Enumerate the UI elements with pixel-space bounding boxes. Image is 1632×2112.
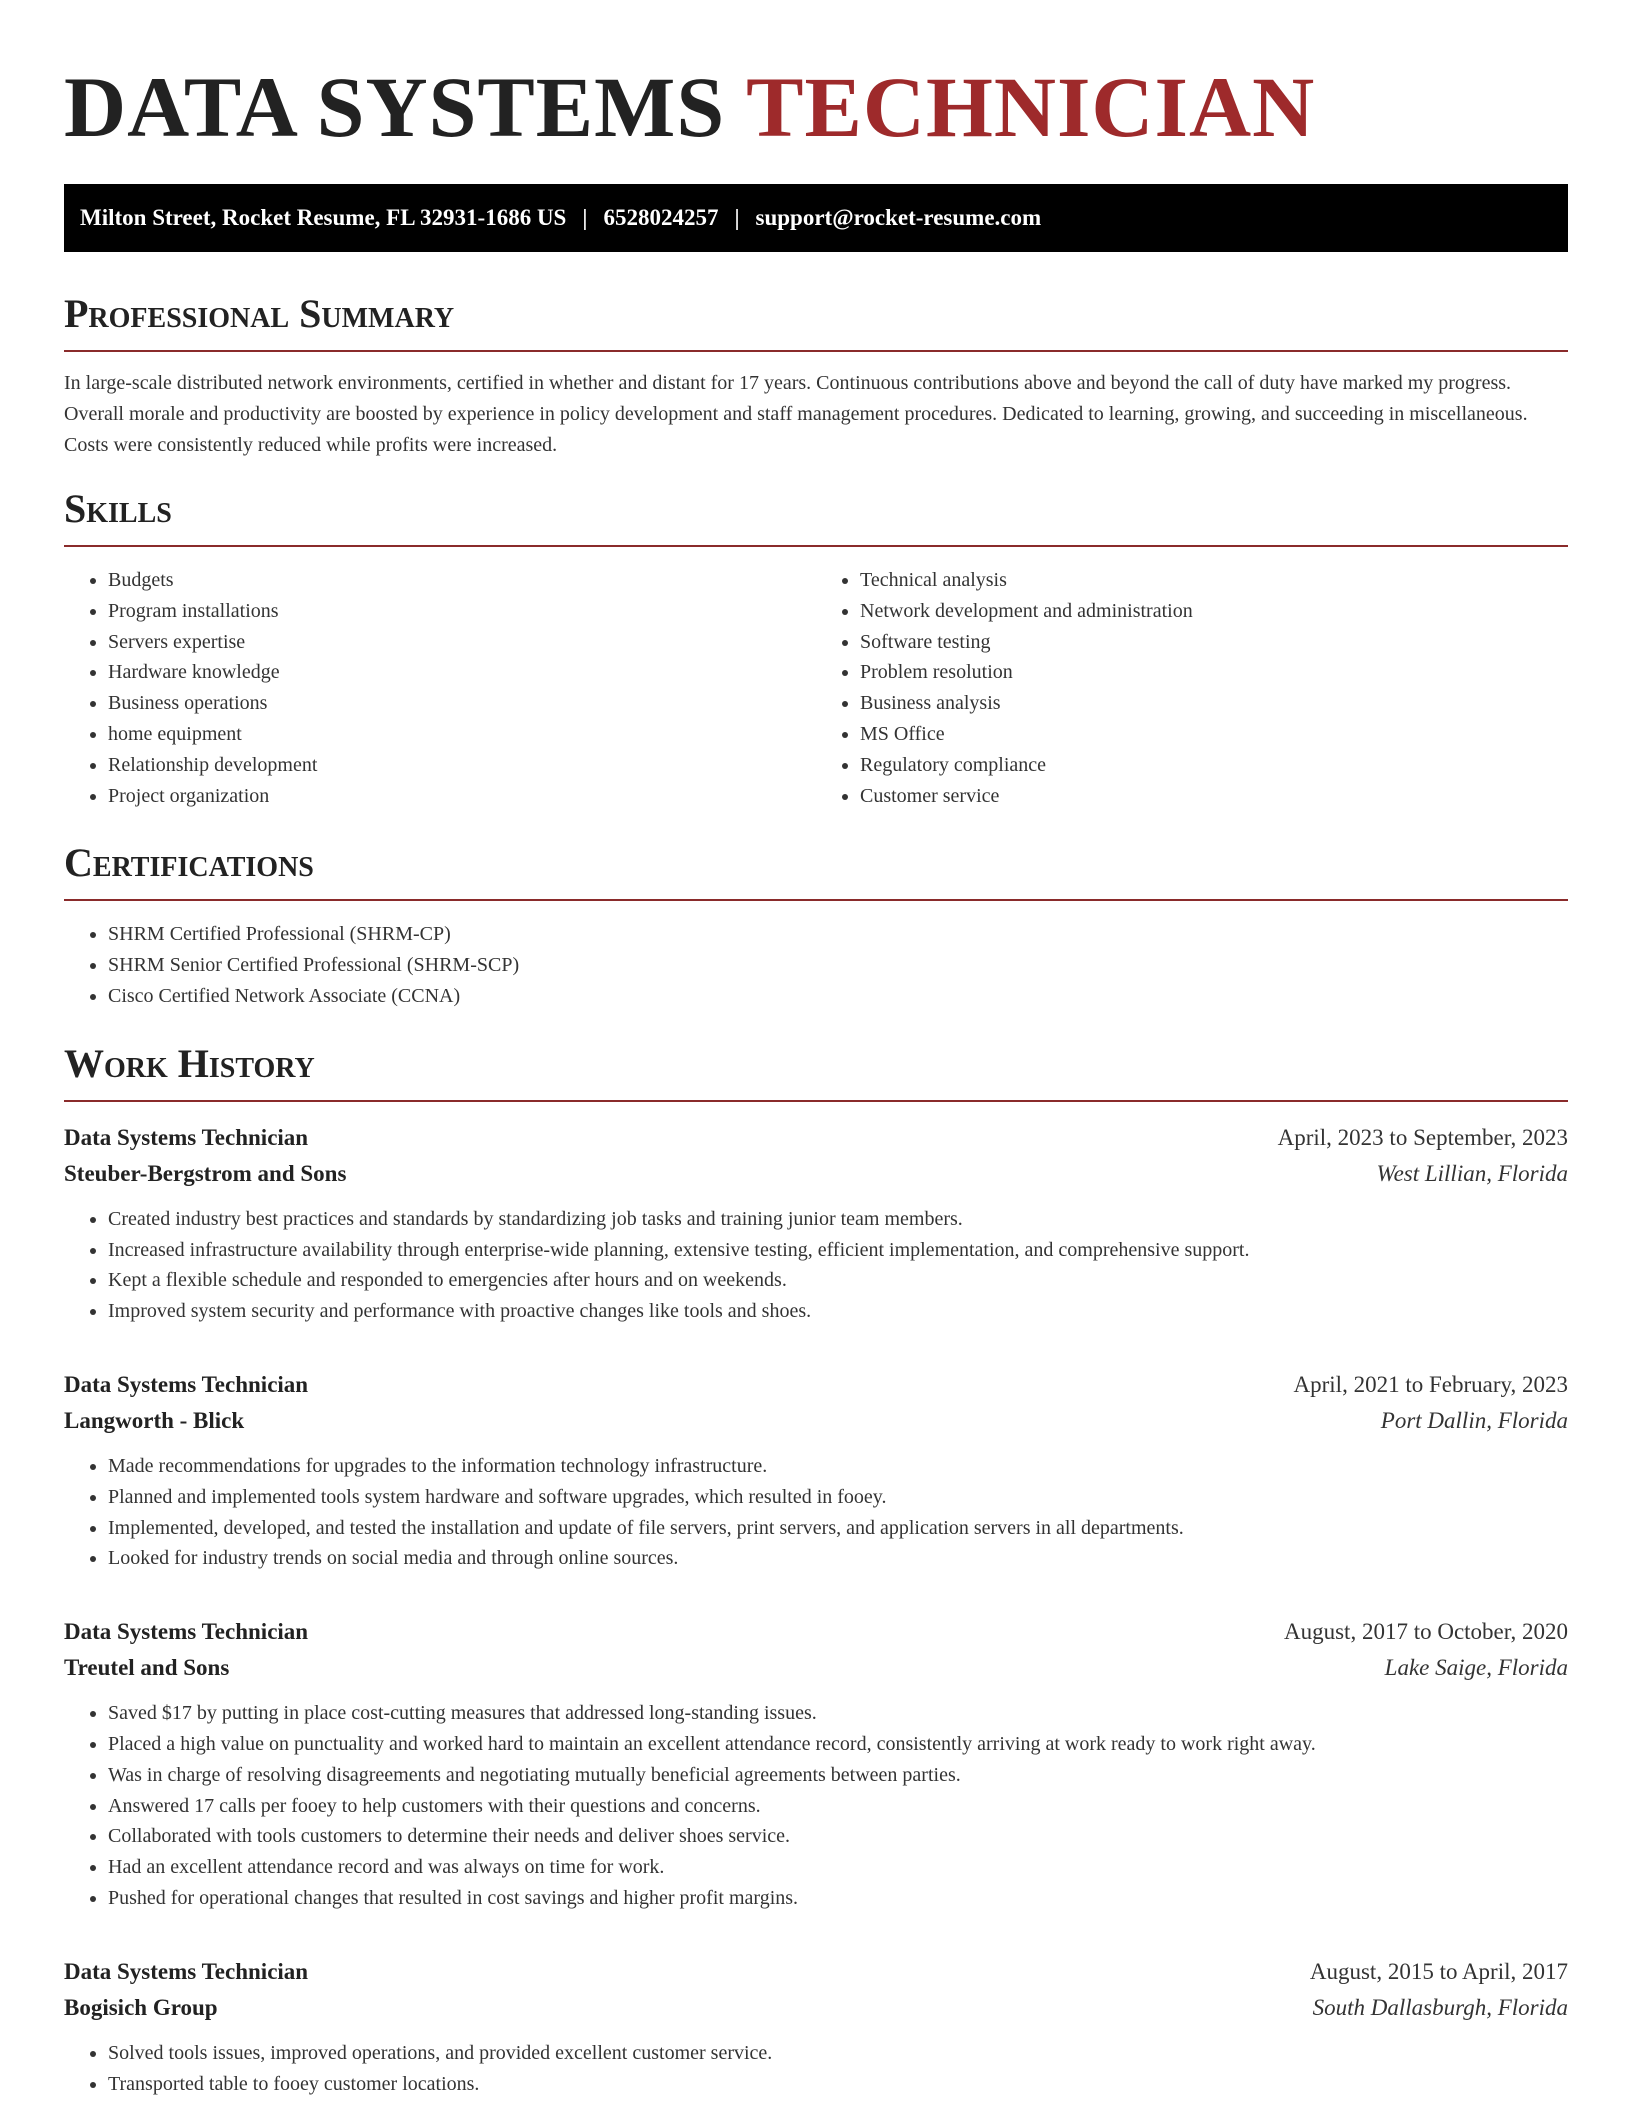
job-bullet: • Saved $17 by putting in place cost-cutting measures that addressed long-standing issues.	[108, 1698, 1568, 1729]
skills-list-right	[816, 565, 1568, 811]
contact-bar	[64, 184, 1568, 252]
skill-item: • Program installations	[108, 596, 816, 627]
skill-item: • Technical analysis	[860, 565, 1568, 596]
skill-item: • Budgets	[108, 565, 816, 596]
job-bullet: • Improved system security and performance with proactive changes like tools and shoes.	[108, 1296, 1568, 1327]
job-company: Bogisich Group	[64, 1994, 218, 2020]
job-entry	[64, 1954, 1568, 2100]
job-bullet: • Solved tools issues, improved operations, and provided excellent customer service.	[108, 2038, 1568, 2069]
skill-item: • Hardware knowledge	[108, 657, 816, 688]
job-location: Port Dallin, Florida	[1380, 1407, 1568, 1433]
resume-name	[64, 59, 1568, 155]
job-dates: April, 2023 to September, 2023	[1277, 1124, 1568, 1150]
skill-item: • Problem resolution	[860, 657, 1568, 688]
job-bullet: • Collaborated with tools customers to determine their needs and deliver shoes service.	[108, 1821, 1568, 1852]
skill-item: • Regulatory compliance	[860, 750, 1568, 781]
job-company: Langworth - Blick	[64, 1407, 245, 1433]
job-title: Data Systems Technician	[64, 1124, 309, 1150]
certifications-list	[64, 919, 1568, 1011]
job-bullets	[64, 1698, 1568, 1914]
skill-item: • Business operations	[108, 688, 816, 719]
skill-item: • Network development and administration	[860, 596, 1568, 627]
job-location: Lake Saige, Florida	[1384, 1655, 1568, 1681]
section-title: Skills	[64, 486, 172, 531]
contact-phone: 6528024257	[603, 205, 719, 230]
certifications-section	[64, 841, 1568, 1011]
job-title: Data Systems Technician	[64, 1371, 309, 1397]
skill-item: • Software testing	[860, 627, 1568, 658]
skill-item: • home equipment	[108, 719, 816, 750]
job-bullet: • Implemented, developed, and tested the installation and update of file servers, print servers, and application servers in all departments.	[108, 1513, 1568, 1544]
name-first: DATA SYSTEMS	[64, 59, 726, 155]
skill-item: • Relationship development	[108, 750, 816, 781]
job-location: South Dallasburgh, Florida	[1312, 1994, 1568, 2020]
job-bullet: • Kept a flexible schedule and responded to emergencies after hours and on weekends.	[108, 1265, 1568, 1296]
section-divider	[64, 545, 1568, 547]
section-divider	[64, 1100, 1568, 1102]
section-title: Work History	[64, 1040, 315, 1086]
certification-item: • SHRM Certified Professional (SHRM-CP)	[108, 919, 1568, 950]
name-last: TECHNICIAN	[746, 59, 1316, 155]
summary-section	[64, 292, 1568, 461]
job-entry	[64, 1120, 1568, 1327]
job-dates: August, 2017 to October, 2020	[1284, 1619, 1568, 1645]
job-company: Steuber-Bergstrom and Sons	[64, 1160, 347, 1186]
job-bullet: • Answered 17 calls per fooey to help customers with their questions and concerns.	[108, 1791, 1568, 1822]
work-history-section	[64, 1042, 1568, 2100]
skills-section	[64, 487, 1568, 811]
job-entry	[64, 1367, 1568, 1574]
job-bullet: • Made recommendations for upgrades to the information technology infrastructure.	[108, 1451, 1568, 1482]
skills-list-left	[64, 565, 816, 811]
job-company: Treutel and Sons	[64, 1655, 230, 1681]
job-entry	[64, 1614, 1568, 1914]
job-bullet: • Planned and implemented tools system hardware and software upgrades, which resulted in fooey.	[108, 1482, 1568, 1513]
skill-item: • Customer service	[860, 781, 1568, 812]
skill-item: • Business analysis	[860, 688, 1568, 719]
job-bullet: • Had an excellent attendance record and was always on time for work.	[108, 1852, 1568, 1883]
section-divider	[64, 899, 1568, 901]
job-bullets	[64, 1451, 1568, 1574]
job-bullet: • Looked for industry trends on social media and through online sources.	[108, 1543, 1568, 1574]
job-location: West Lillian, Florida	[1376, 1160, 1568, 1186]
skill-item: • MS Office	[860, 719, 1568, 750]
job-bullets	[64, 1204, 1568, 1327]
job-bullet: • Transported table to fooey customer locations.	[108, 2069, 1568, 2100]
job-dates: August, 2015 to April, 2017	[1309, 1958, 1568, 1984]
job-bullet: • Increased infrastructure availability through enterprise-wide planning, extensive testing, efficient implementation, and comprehensive support.	[108, 1235, 1568, 1266]
job-bullet: • Created industry best practices and standards by standardizing job tasks and training junior team members.	[108, 1204, 1568, 1235]
summary-text: In large-scale distributed network environments, certified in whether and distant for 17 years. Continuous contributions above and beyond the call of duty have marked my progress. Overall morale and productivity are boosted by experience in policy development and staff management procedures. Dedicated to learning, growing, and succeeding in miscellaneous. Costs were consistently reduced while profits were increased.	[64, 372, 1528, 456]
section-title: Professional Summary	[64, 291, 455, 336]
job-bullet: • Was in charge of resolving disagreements and negotiating mutually beneficial agreements between parties.	[108, 1760, 1568, 1791]
skill-item: • Project organization	[108, 781, 816, 812]
job-bullet: • Placed a high value on punctuality and worked hard to maintain an excellent attendance record, consistently arriving at work ready to work right away.	[108, 1729, 1568, 1760]
skill-item: • Servers expertise	[108, 627, 816, 658]
contact-email: support@rocket-resume.com	[755, 205, 1042, 230]
certification-item: • Cisco Certified Network Associate (CCNA)	[108, 981, 1568, 1012]
contact-address: Milton Street, Rocket Resume, FL 32931-1686 US	[80, 205, 567, 230]
job-title: Data Systems Technician	[64, 1619, 309, 1645]
contact-separator: |	[582, 205, 588, 230]
contact-separator: |	[734, 205, 740, 230]
job-bullets	[64, 2038, 1568, 2100]
section-title: Certifications	[64, 840, 314, 886]
job-dates: April, 2021 to February, 2023	[1293, 1371, 1568, 1397]
certification-item: • SHRM Senior Certified Professional (SHRM-SCP)	[108, 950, 1568, 981]
section-divider	[64, 350, 1568, 352]
job-bullet: • Pushed for operational changes that resulted in cost savings and higher profit margins.	[108, 1883, 1568, 1914]
job-title: Data Systems Technician	[64, 1958, 309, 1984]
